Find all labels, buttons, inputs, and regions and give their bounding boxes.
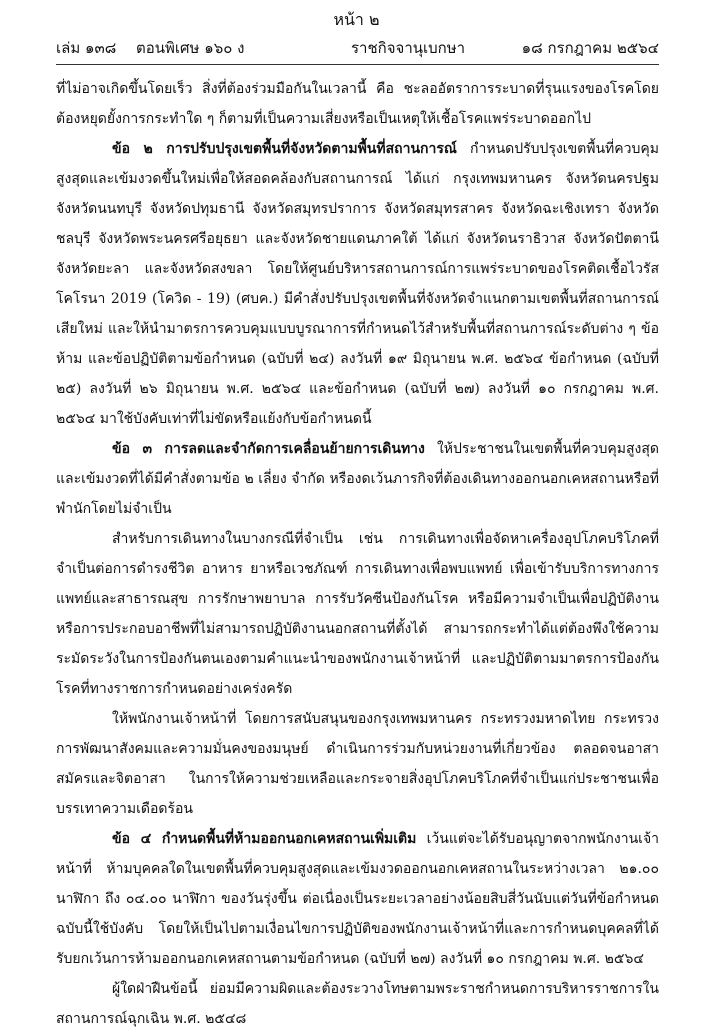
section-4 [56,824,659,974]
header-divider [56,64,659,65]
section-3-paragraph-3: ให้พนักงานเจ้าหน้าที่ โดยการสนับสนุนของกรุงเทพมหานคร กระทรวงมหาดไทย กระทรวงการพัฒนาสังคมและความมั่นคงของมนุษย์ ดำเนินการร่วมกับหน่วยงานที่เกี่ยวข้อง ตลอดจนอาสาสมัครและจิตอาสา ในการให้ความช่วยเหลือและกระจายสิ่งอุปโภคบริโภคที่จำเป็นแก่ประชาชนเพื่อบรรเทาความเดือดร้อน [56,711,659,817]
publication-date: ๑๘ กรกฎาคม ๒๕๖๔ [521,39,659,57]
section-3-text: ให้ประชาชนในเขตพื้นที่ควบคุมสูงสุดและเข้มงวดที่ได้มีคำสั่งตามข้อ ๒ เลี่ยง จำกัด หรืองดเว้นภารกิจที่ต้องเดินทางออกนอกเคหสถานหรือที่พำนักโดยไม่จำเป็น [56,441,659,517]
section-2-heading: ข้อ ๒ การปรับปรุงเขตพื้นที่จังหวัดตามพื้นที่สถานการณ์ [112,141,457,157]
issue-number: ตอนพิเศษ ๑๖๐ ง [136,39,245,57]
page-number: หน้า ๒ [333,10,380,29]
gazette-header [56,36,659,60]
section-3 [56,434,659,524]
section-3-paragraph-2: สำหรับการเดินทางในบางกรณีที่จำเป็น เช่น การเดินทางเพื่อจัดหาเครื่องอุปโภคบริโภคที่จำเป็นต่อการดำรงชีวิต อาหาร ยาหรือเวชภัณฑ์ การเดินทางเพื่อพบแพทย์ เพื่อเข้ารับบริการทางการแพทย์และสาธารณสุข การรักษาพยาบาล การรับวัคซีนป้องกันโรค หรือมีความจำเป็นเพื่อปฏิบัติงานหรือการประกอบอาชีพที่ไม่สามารถปฏิบัติงานนอกสถานที่ตั้งได้ สามารถกระทำได้แต่ต้องพึงใช้ความระมัดระวังในการป้องกันตนเองตามคำแนะนำของพนักงานเจ้าหน้าที่ และปฏิบัติตามมาตรการป้องกันโรคที่ทางราชการกำหนดอย่างเคร่งครัด [56,531,659,697]
section-2 [56,134,659,434]
gazette-title: ราชกิจจานุเบกษา [351,39,466,57]
section-4-heading: ข้อ ๔ กำหนดพื้นที่ห้ามออกนอกเคหสถานเพิ่มเติม [112,831,417,847]
section-2-text: กำหนดปรับปรุงเขตพื้นที่ควบคุมสูงสุดและเข้มงวดขึ้นใหม่เพื่อให้สอดคล้องกับสถานการณ์ ได้แก่ กรุงเทพมหานคร จังหวัดนครปฐม จังหวัดนนทบุรี จังหวัดปทุมธานี จังหวัดสมุทรปราการ จังหวัดสมุทรสาคร จังหวัดฉะเชิงเทรา จังหวัดชลบุรี จังหวัดพระนครศรีอยุธยา และจังหวัดชายแดนภาคใต้ ได้แก่ จังหวัดนราธิวาส จังหวัดปัตตานี จังหวัดยะลา และจังหวัดสงขลา โดยให้ศูนย์บริหารสถานการณ์การแพร่ระบาดของโรคติดเชื้อไวรัสโคโรนา 2019 (โควิด - 19) (ศบค.) มีคำสั่งปรับปรุงเขตพื้นที่จังหวัดจำแนกตามเขตพื้นที่สถานการณ์เสียใหม่ และให้นำมาตรการควบคุมแบบบูรณาการที่กำหนดไว้สำหรับพื้นที่สถานการณ์ระดับต่าง ๆ ข้อห้าม และข้อปฏิบัติตามข้อกำหนด (ฉบับที่ ๒๔) ลงวันที่ ๑๙ มิถุนายน พ.ศ. ๒๕๖๔ ข้อกำหนด (ฉบับที่ ๒๕) ลงวันที่ ๒๖ มิถุนายน พ.ศ. ๒๕๖๔ และข้อกำหนด (ฉบับที่ ๒๗) ลงวันที่ ๑๐ กรกฎาคม พ.ศ. ๒๕๖๔ มาใช้บังคับเท่าที่ไม่ขัดหรือแย้งกับข้อกำหนดนี้ [56,141,659,427]
section-4-paragraph-2: ผู้ใดฝ่าฝืนข้อนี้ ย่อมมีความผิดและต้องระวางโทษตามพระราชกำหนดการบริหารราชการในสถานการณ์ฉุกเฉิน พ.ศ. ๒๕๔๘ [56,981,659,1027]
document-body [56,74,659,1034]
section-3-heading: ข้อ ๓ การลดและจำกัดการเคลื่อนย้ายการเดินทาง [112,441,425,457]
section-4-text: เว้นแต่จะได้รับอนุญาตจากพนักงานเจ้าหน้าที่ ห้ามบุคคลใดในเขตพื้นที่ควบคุมสูงสุดและเข้มงวดออกนอกเคหสถานในระหว่างเวลา ๒๑.๐๐ นาฬิกา ถึง ๐๔.๐๐ นาฬิกา ของวันรุ่งขึ้น ต่อเนื่องเป็นระยะเวลาอย่างน้อยสิบสี่วันนับแต่วันที่ข้อกำหนดฉบับนี้ใช้บังคับ โดยให้เป็นไปตามเงื่อนไขการปฏิบัติของพนักงานเจ้าหน้าที่และการกำหนดบุคคลที่ได้รับยกเว้นการห้ามออกนอกเคหสถานตามข้อกำหนด (ฉบับที่ ๒๗) ลงวันที่ ๑๐ กรกฎาคม พ.ศ. ๒๕๖๔ [56,831,660,967]
paragraph-continuation: ที่ไม่อาจเกิดขึ้นโดยเร็ว สิ่งที่ต้องร่วมมือกันในเวลานี้ คือ ชะลออัตราการระบาดที่รุนแรงของโรคโดยต้องหยุดยั้งการกระทำใด ๆ ก็ตามที่เป็นความเสี่ยงหรือเป็นเหตุให้เชื้อโรคแพร่ระบาดออกไป [56,81,659,127]
volume-number: เล่ม ๑๓๘ [56,39,117,57]
